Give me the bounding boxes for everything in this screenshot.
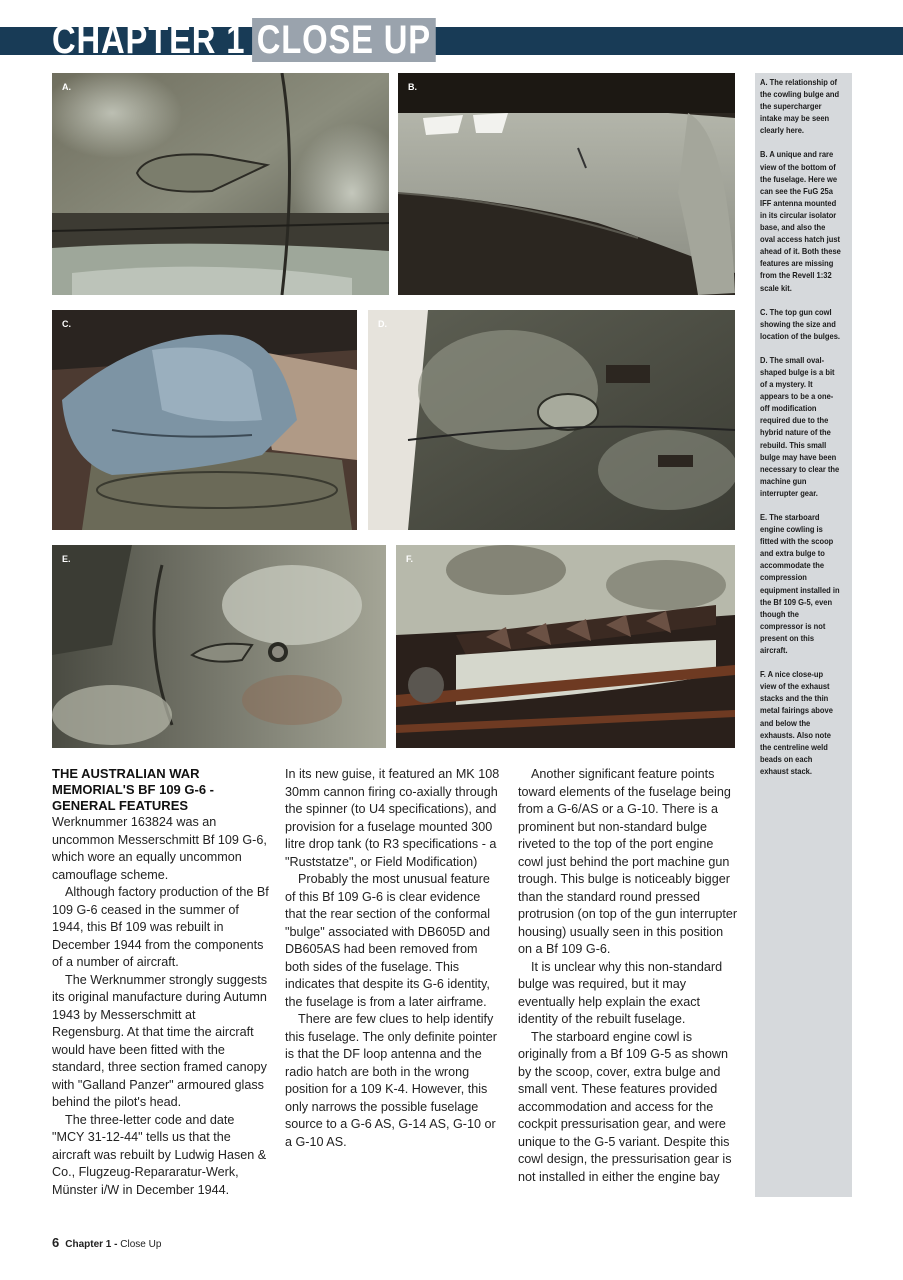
caption-letter: E. — [760, 512, 768, 522]
photo-label: D. — [378, 319, 387, 329]
article-column-2 — [285, 766, 503, 1151]
article-column-1 — [52, 766, 270, 1199]
photo-b — [398, 73, 735, 295]
article-paragraph: It is unclear why this non-standard bulge was required, but it may eventually help explain the exact identity of the rebuilt fuselage. — [518, 959, 723, 1026]
article-paragraph: Werknummer 163824 was an uncommon Messerschmitt Bf 109 G-6, which wore an equally uncommon camouflage scheme. — [52, 815, 267, 882]
photo-label: C. — [62, 319, 71, 329]
caption-e — [760, 511, 841, 656]
photo-f — [396, 545, 735, 748]
article-paragraph: The Werknummer strongly suggests its original manufacture during Autumn 1943 by Messerschmitt at Regensburg. At that time the aircraft would have been fitted with the standard, three section framed canopy with "Galland Panzer" armoured glass behind the pilot's head. — [52, 972, 268, 1109]
photo-d — [368, 310, 735, 530]
article-paragraph: The three-letter code and date "MCY 31-12-44" tells us that the aircraft was rebuilt by Ludwig Hasen & Co., Flugzeug-Repararatur-Werk, Münster i/W in December 1944. — [52, 1112, 267, 1197]
caption-a — [760, 76, 841, 136]
page-footer — [52, 1235, 161, 1250]
caption-letter: D. — [760, 354, 768, 365]
photo-label: B. — [408, 82, 417, 92]
caption-text: The relationship of the cowling bulge and the supercharger intake may be seen clearly here. — [760, 77, 840, 136]
caption-letter: A. — [760, 77, 768, 87]
photo-label: A. — [62, 82, 71, 92]
chapter-title — [52, 18, 436, 62]
article-paragraph: Although factory production of the Bf 109 G-6 ceased in the summer of 1944, this Bf 109 was rebuilt in December 1944 from the components of a number of aircraft. — [52, 885, 269, 969]
caption-f — [760, 668, 841, 777]
article-paragraph: There are few clues to help identify this fuselage. The only definite pointer is that the DF loop antenna and the radio hatch are both in the wrong position for a 109 K-4. However, this only narrows the possible fuselage source to a G-6 AS, G-14 AS, G-10 or a G-10 AS. — [285, 1012, 497, 1149]
article-paragraph: In its new guise, it featured an MK 108 30mm cannon firing co-axially through the spinner (to U4 specifications), and provision for a fuselage mounted 300 litre drop tank (to R3 specifications - a "Ruststatze", or Field Modification) — [285, 767, 500, 869]
caption-text: A unique and rare view of the bottom of the fuselage. Here we can see the FuG 25a IFF antenna mounted in its circular isolator base, and also the oval access hatch just ahead of it. Both these features are missing from the Revell 1:32 scale kit. — [760, 149, 841, 293]
caption-b — [760, 148, 841, 293]
caption-text: The small oval-shaped bulge is a bit of a mystery. It appears to be a one-off modification required due to the hybrid nature of the rebuild. This small bulge may have been necessary to clear the machine gun interrupter gear. — [760, 354, 840, 498]
caption-text: The starboard engine cowling is fitted with the scoop and extra bulge to accommodate the compression equipment installed in the Bf 109 G-5, even though the compressor is not present on this aircraft. — [760, 512, 840, 656]
caption-c — [760, 306, 841, 342]
article-column-3 — [518, 766, 738, 1186]
page-number: 6 — [52, 1235, 60, 1250]
photo-e — [52, 545, 386, 748]
chapter-title-part1: CHAPTER 1 — [52, 18, 246, 62]
photo-c — [52, 310, 357, 530]
footer-section: Close Up — [120, 1239, 162, 1250]
caption-text: A nice close-up view of the exhaust stacks and the thin metal fairings above and below the exhausts. Also note the centreline weld beads on each exhaust stack. — [760, 669, 833, 776]
article-paragraph: Probably the most unusual feature of this Bf 109 G-6 is clear evidence that the rear section of the conformal "bulge" associated with DB605D and DB605AS had been removed from both sides of the fuselage. This indicates that despite its G-6 identity, the fuselage is from a later airframe. — [285, 872, 491, 1009]
caption-d — [760, 354, 841, 499]
article-paragraph: Another significant feature points toward elements of the fuselage being from a G-6/AS or a G-10. There is a prominent but non-standard bulge riveted to the top of the port engine cowl just behind the port machine gun trough. This bulge is noticeably bigger than the standard round pressed protrusion (on top of the gun interrupter housing) usually seen in this position on a Bf 109 G-6. — [518, 767, 738, 956]
caption-letter: B. — [760, 149, 768, 160]
photo-label: F. — [406, 554, 414, 564]
captions-sidebar — [755, 73, 852, 1197]
caption-letter: F. — [760, 669, 766, 680]
article-paragraph: The starboard engine cowl is originally from a Bf 109 G-5 as shown by the scoop, cover, extra bulge and small vent. These features provided accommodation and access for the cockpit pressurisation gear, and were unique to the G-5 variant. Despite this cowl design, the pressurisation gear is not installed in either the engine bay — [518, 1029, 732, 1184]
photo-label: E. — [62, 554, 71, 564]
photo-a — [52, 73, 389, 295]
chapter-title-part2: CLOSE UP — [252, 18, 436, 62]
caption-letter: C. — [760, 306, 768, 317]
caption-text: The top gun cowl showing the size and location of the bulges. — [760, 306, 840, 341]
article-heading: THE AUSTRALIAN WAR MEMORIAL'S BF 109 G-6 - GENERAL FEATURES — [52, 766, 214, 813]
footer-chapter: Chapter 1 - — [65, 1239, 118, 1250]
